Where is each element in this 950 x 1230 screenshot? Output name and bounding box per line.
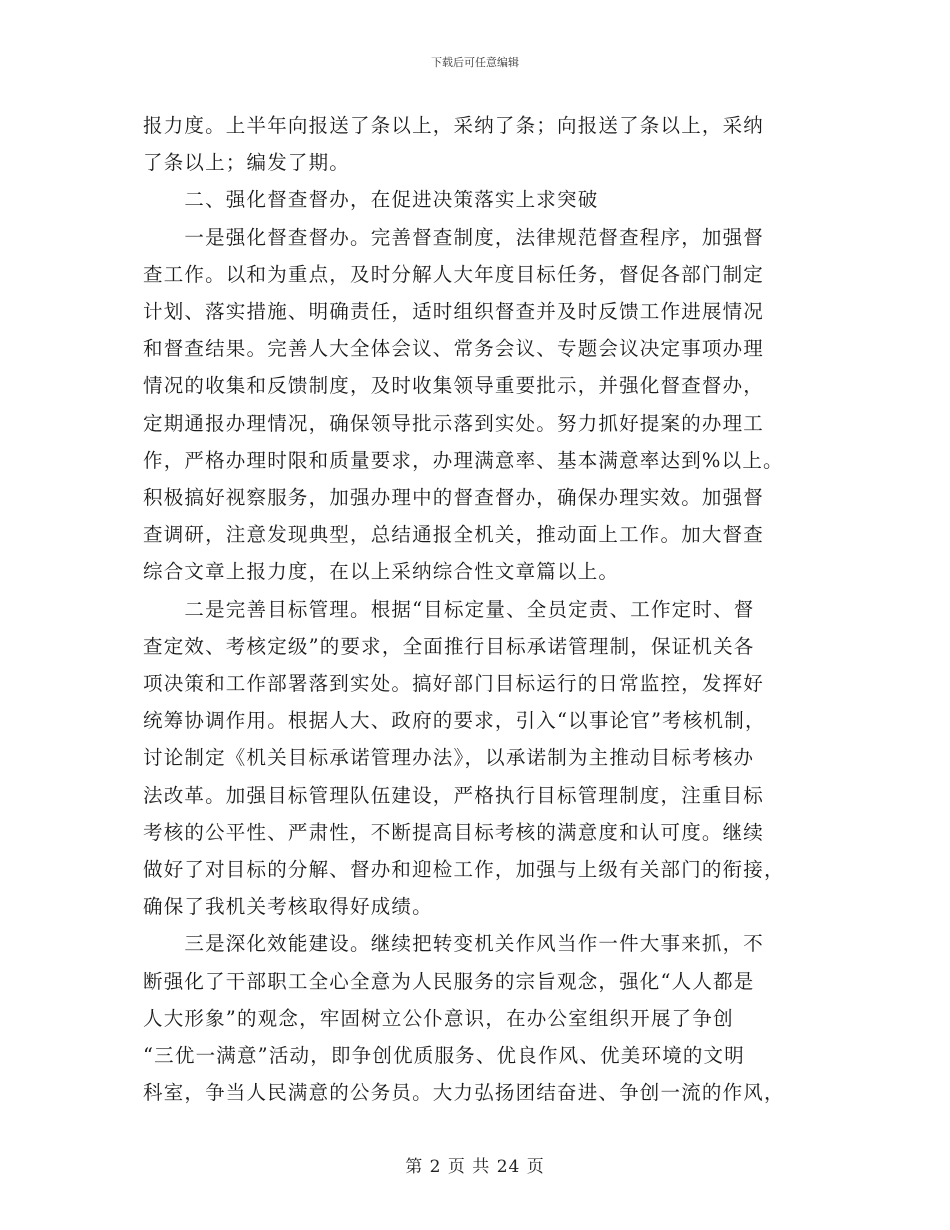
text-line: 断强化了干部职工全心全意为人民服务的宗旨观念，强化“人人都是 (143, 969, 755, 993)
text-line: 法改革。加强目标管理队伍建设，严格执行目标管理制度，注重目标 (143, 783, 765, 807)
text-line: 考核的公平性、严肃性，不断提高目标考核的满意度和认可度。继续 (143, 820, 765, 844)
text-line: 积极搞好视察服务，加强办理中的督查督办，确保办理实效。加强督 (143, 486, 765, 510)
document-body (143, 107, 803, 1111)
header-note: 下载后可任意编辑 (431, 56, 519, 69)
text-line: 计划、落实措施、明确责任，适时组织督查并及时反馈工作进展情况 (143, 300, 765, 324)
text-line: 了条以上；编发了期。 (143, 151, 351, 175)
text-line: 报力度。上半年向报送了条以上，采纳了条；向报送了条以上，采纳 (143, 114, 765, 137)
section-heading: 二、强化督查督办，在促进决策落实上求突破 (143, 188, 599, 212)
text-line: 二是完善目标管理。根据“目标定量、全员定责、工作定时、督 (143, 597, 755, 621)
page-number: 第 2 页 共 24 页 (405, 1157, 545, 1177)
text-line: 项决策和工作部署落到实处。搞好部门目标运行的日常监控，发挥好 (143, 672, 765, 696)
text-line: 人大形象”的观念，牢固树立公仆意识，在办公室组织开展了争创 (143, 1006, 734, 1030)
text-line: 查调研，注意发现典型，总结通报全机关，推动面上工作。加大督查 (143, 523, 765, 547)
text-line: 一是强化督查督办。完善督查制度，法律规范督查程序，加强督 (143, 225, 765, 249)
text-line: 作，严格办理时限和质量要求，办理满意率、基本满意率达到%以上。 (143, 448, 784, 472)
text-line: 科室，争当人民满意的公务员。大力弘扬团结奋进、争创一流的作风， (143, 1081, 785, 1105)
text-line: 和督查结果。完善人大全体会议、常务会议、专题会议决定事项办理 (143, 337, 765, 361)
text-line: 查工作。以和为重点，及时分解人大年度目标任务，督促各部门制定 (143, 262, 765, 286)
text-line: 讨论制定《机关目标承诺管理办法》，以承诺制为主推动目标考核办 (143, 746, 755, 770)
text-line: 三是深化效能建设。继续把转变机关作风当作一件大事来抓，不 (143, 932, 765, 956)
text-line: 综合文章上报力度，在以上采纳综合性文章篇以上。 (143, 560, 620, 584)
text-line: 统筹协调作用。根据人大、政府的要求，引入“以事论官”考核机制， (143, 709, 766, 733)
text-line: 确保了我机关考核取得好成绩。 (143, 895, 433, 919)
text-line: 情况的收集和反馈制度，及时收集领导重要批示，并强化督查督办， (143, 374, 765, 398)
text-line: 查定效、考核定级”的要求，全面推行目标承诺管理制，保证机关各 (143, 634, 755, 658)
text-line: 做好了对目标的分解、督办和迎检工作，加强与上级有关部门的衔接， (143, 858, 785, 882)
text-line: “三优一满意”活动，即争创优质服务、优良作风、优美环境的文明 (143, 1044, 745, 1068)
text-line: 定期通报办理情况，确保领导批示落到实处。努力抓好提案的办理工 (143, 411, 765, 435)
